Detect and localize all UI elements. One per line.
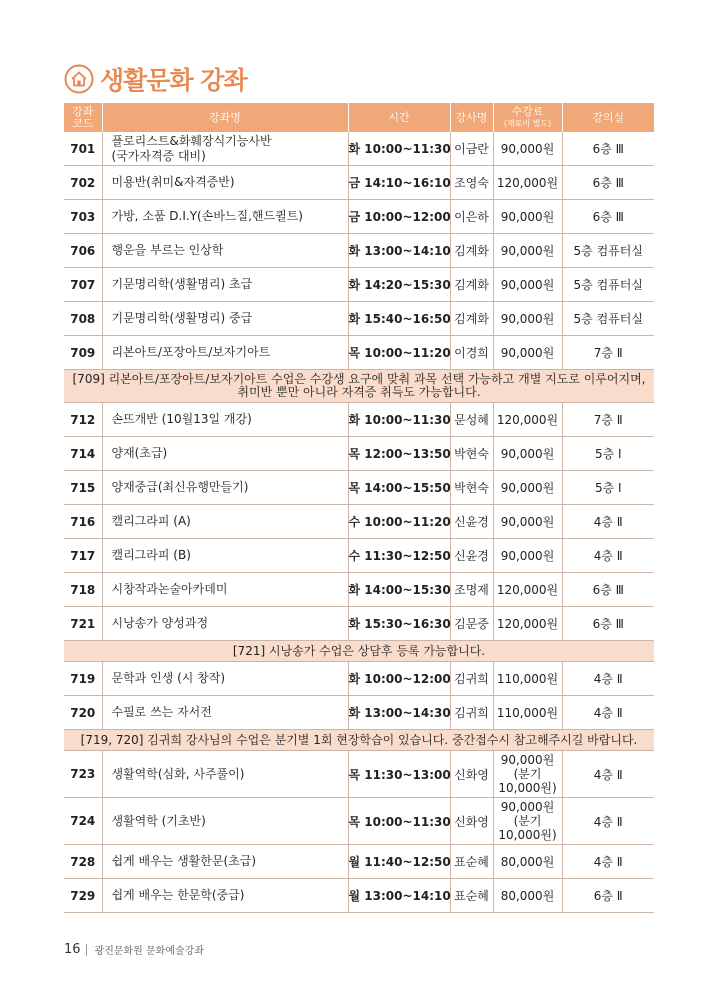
course-name: 양재중급(최신유행만들기) — [102, 471, 348, 505]
page-number: 16 — [64, 942, 81, 957]
course-fee: 110,000원 — [493, 662, 562, 696]
course-fee: 90,000원 (분기 10,000원) — [493, 798, 562, 845]
course-code: 720 — [64, 696, 102, 730]
course-instructor: 김계화 — [450, 302, 493, 336]
table-row — [64, 607, 654, 641]
course-name: 시낭송가 양성과정 — [102, 607, 348, 641]
course-code: 706 — [64, 234, 102, 268]
table-row — [64, 879, 654, 913]
course-code: 728 — [64, 845, 102, 879]
course-name: 리본아트/포장아트/보자기아트 — [102, 336, 348, 370]
header-instructor: 강사명 — [450, 103, 493, 132]
course-fee: 90,000원 — [493, 336, 562, 370]
course-room: 4층 Ⅱ — [562, 798, 654, 845]
course-room: 6층 Ⅲ — [562, 200, 654, 234]
course-room: 5층 컴퓨터실 — [562, 268, 654, 302]
course-code: 721 — [64, 607, 102, 641]
course-fee: 90,000원 — [493, 471, 562, 505]
course-table — [64, 103, 654, 913]
course-instructor: 이경희 — [450, 336, 493, 370]
course-room: 6층 Ⅲ — [562, 573, 654, 607]
course-fee: 120,000원 — [493, 573, 562, 607]
header-time: 시간 — [348, 103, 450, 132]
course-code: 709 — [64, 336, 102, 370]
course-time: 목 10:00~11:30 — [348, 798, 450, 845]
course-time: 목 10:00~11:20 — [348, 336, 450, 370]
course-code: 702 — [64, 166, 102, 200]
course-instructor: 표순혜 — [450, 879, 493, 913]
course-instructor: 조영숙 — [450, 166, 493, 200]
course-code: 718 — [64, 573, 102, 607]
table-row — [64, 573, 654, 607]
course-code: 719 — [64, 662, 102, 696]
course-name: 수필로 쓰는 자서전 — [102, 696, 348, 730]
course-room: 5층 Ⅰ — [562, 471, 654, 505]
course-instructor: 신윤경 — [450, 539, 493, 573]
header-fee: 수강료 (재료비 별도) — [493, 103, 562, 132]
course-name: 문학과 인생 (시 창작) — [102, 662, 348, 696]
table-row — [64, 403, 654, 437]
note-row — [64, 641, 654, 662]
table-row — [64, 302, 654, 336]
table-row — [64, 336, 654, 370]
course-room: 6층 Ⅲ — [562, 132, 654, 166]
course-name: 손뜨개반 (10월13일 개강) — [102, 403, 348, 437]
table-row — [64, 539, 654, 573]
course-name: 플로리스트&화훼장식기능사반 (국가자격증 대비) — [102, 132, 348, 166]
course-instructor: 조명제 — [450, 573, 493, 607]
course-name: 가방, 소품 D.I.Y(손바느질,핸드퀼트) — [102, 200, 348, 234]
table-row — [64, 662, 654, 696]
header-name: 강좌명 — [102, 103, 348, 132]
page-footer — [64, 942, 204, 957]
note-row — [64, 370, 654, 403]
course-name: 캘리그라피 (A) — [102, 505, 348, 539]
house-icon — [64, 64, 94, 94]
course-time: 화 14:20~15:30 — [348, 268, 450, 302]
footer-divider — [86, 944, 87, 956]
course-room: 6층 Ⅲ — [562, 607, 654, 641]
course-code: 724 — [64, 798, 102, 845]
course-room: 6층 Ⅲ — [562, 166, 654, 200]
course-note: [719, 720] 김귀희 강사님의 수업은 분기별 1회 현장학습이 있습니다. 중간접수시 참고해주시길 바랍니다. — [64, 730, 654, 751]
course-name: 기문명리학(생활명리) 중급 — [102, 302, 348, 336]
course-room: 4층 Ⅱ — [562, 662, 654, 696]
course-instructor: 신윤경 — [450, 505, 493, 539]
course-time: 금 10:00~12:00 — [348, 200, 450, 234]
table-row — [64, 471, 654, 505]
course-code: 716 — [64, 505, 102, 539]
course-fee: 110,000원 — [493, 696, 562, 730]
course-instructor: 표순혜 — [450, 845, 493, 879]
course-code: 715 — [64, 471, 102, 505]
course-code: 712 — [64, 403, 102, 437]
course-instructor: 신화영 — [450, 798, 493, 845]
course-name: 양재(초급) — [102, 437, 348, 471]
course-fee: 90,000원 — [493, 505, 562, 539]
header-room: 강의실 — [562, 103, 654, 132]
course-name: 시창작과논술아카데미 — [102, 573, 348, 607]
course-time: 화 15:40~16:50 — [348, 302, 450, 336]
course-instructor: 김계화 — [450, 234, 493, 268]
course-code: 729 — [64, 879, 102, 913]
course-time: 수 11:30~12:50 — [348, 539, 450, 573]
course-fee: 120,000원 — [493, 166, 562, 200]
course-fee: 120,000원 — [493, 403, 562, 437]
header-code: 강좌 코드 — [64, 103, 102, 132]
course-time: 화 14:00~15:30 — [348, 573, 450, 607]
course-code: 707 — [64, 268, 102, 302]
course-room: 7층 Ⅱ — [562, 403, 654, 437]
course-instructor: 문성혜 — [450, 403, 493, 437]
course-code: 717 — [64, 539, 102, 573]
course-instructor: 김귀희 — [450, 696, 493, 730]
course-name: 행운을 부르는 인상학 — [102, 234, 348, 268]
course-instructor: 김계화 — [450, 268, 493, 302]
course-time: 목 14:00~15:50 — [348, 471, 450, 505]
course-room: 4층 Ⅱ — [562, 539, 654, 573]
course-time: 목 12:00~13:50 — [348, 437, 450, 471]
course-instructor: 이은하 — [450, 200, 493, 234]
course-code: 701 — [64, 132, 102, 166]
course-room: 6층 Ⅱ — [562, 879, 654, 913]
course-fee: 90,000원 — [493, 268, 562, 302]
course-instructor: 김귀희 — [450, 662, 493, 696]
course-room: 5층 컴퓨터실 — [562, 234, 654, 268]
table-header-row — [64, 103, 654, 132]
course-instructor: 박현숙 — [450, 437, 493, 471]
table-row — [64, 505, 654, 539]
course-note: [709] 리본아트/포장아트/보자기아트 수업은 수강생 요구에 맞춰 과목 선택 가능하고 개별 지도로 이루어지며, 취미반 뿐만 아니라 자격증 취득도 가능합니다. — [64, 370, 654, 403]
footer-text: 광진문화원 문화예술강좌 — [94, 946, 204, 957]
table-row — [64, 234, 654, 268]
course-room: 4층 Ⅱ — [562, 845, 654, 879]
course-time: 화 13:00~14:30 — [348, 696, 450, 730]
course-name: 미용반(취미&자격증반) — [102, 166, 348, 200]
table-row — [64, 845, 654, 879]
course-fee: 90,000원 — [493, 132, 562, 166]
course-code: 714 — [64, 437, 102, 471]
course-time: 화 10:00~11:30 — [348, 403, 450, 437]
course-name: 캘리그라피 (B) — [102, 539, 348, 573]
course-code: 723 — [64, 751, 102, 798]
course-instructor: 박현숙 — [450, 471, 493, 505]
note-row — [64, 730, 654, 751]
course-room: 5층 Ⅰ — [562, 437, 654, 471]
course-note: [721] 시낭송가 수업은 상담후 등록 가능합니다. — [64, 641, 654, 662]
course-name: 쉽게 배우는 한문학(중급) — [102, 879, 348, 913]
course-fee: 90,000원 — [493, 437, 562, 471]
course-room: 4층 Ⅱ — [562, 505, 654, 539]
course-fee: 90,000원 — [493, 200, 562, 234]
course-time: 화 13:00~14:10 — [348, 234, 450, 268]
course-time: 월 13:00~14:10 — [348, 879, 450, 913]
course-room: 5층 컴퓨터실 — [562, 302, 654, 336]
table-row — [64, 696, 654, 730]
course-name: 생활역학 (기초반) — [102, 798, 348, 845]
course-fee: 90,000원 — [493, 234, 562, 268]
course-fee: 80,000원 — [493, 845, 562, 879]
course-name: 기문명리학(생활명리) 초급 — [102, 268, 348, 302]
page-title: 생활문화 강좌 — [100, 66, 247, 95]
course-name: 쉽게 배우는 생활한문(초급) — [102, 845, 348, 879]
course-time: 수 10:00~11:20 — [348, 505, 450, 539]
table-row — [64, 200, 654, 234]
table-row — [64, 798, 654, 845]
course-fee: 90,000원 — [493, 539, 562, 573]
course-room: 4층 Ⅱ — [562, 751, 654, 798]
course-fee: 90,000원 — [493, 302, 562, 336]
course-instructor: 이금란 — [450, 132, 493, 166]
table-row — [64, 132, 654, 166]
course-time: 월 11:40~12:50 — [348, 845, 450, 879]
table-row — [64, 751, 654, 798]
course-time: 화 10:00~12:00 — [348, 662, 450, 696]
course-code: 703 — [64, 200, 102, 234]
course-fee: 80,000원 — [493, 879, 562, 913]
course-instructor: 김문중 — [450, 607, 493, 641]
course-code: 708 — [64, 302, 102, 336]
course-fee: 90,000원 (분기 10,000원) — [493, 751, 562, 798]
table-row — [64, 166, 654, 200]
course-fee: 120,000원 — [493, 607, 562, 641]
course-time: 금 14:10~16:10 — [348, 166, 450, 200]
course-time: 화 15:30~16:30 — [348, 607, 450, 641]
course-time: 화 10:00~11:30 — [348, 132, 450, 166]
section-header — [64, 62, 247, 96]
course-room: 4층 Ⅱ — [562, 696, 654, 730]
course-name: 생활역학(심화, 사주풀이) — [102, 751, 348, 798]
course-room: 7층 Ⅱ — [562, 336, 654, 370]
course-instructor: 신화영 — [450, 751, 493, 798]
course-time: 목 11:30~13:00 — [348, 751, 450, 798]
table-row — [64, 268, 654, 302]
table-row — [64, 437, 654, 471]
